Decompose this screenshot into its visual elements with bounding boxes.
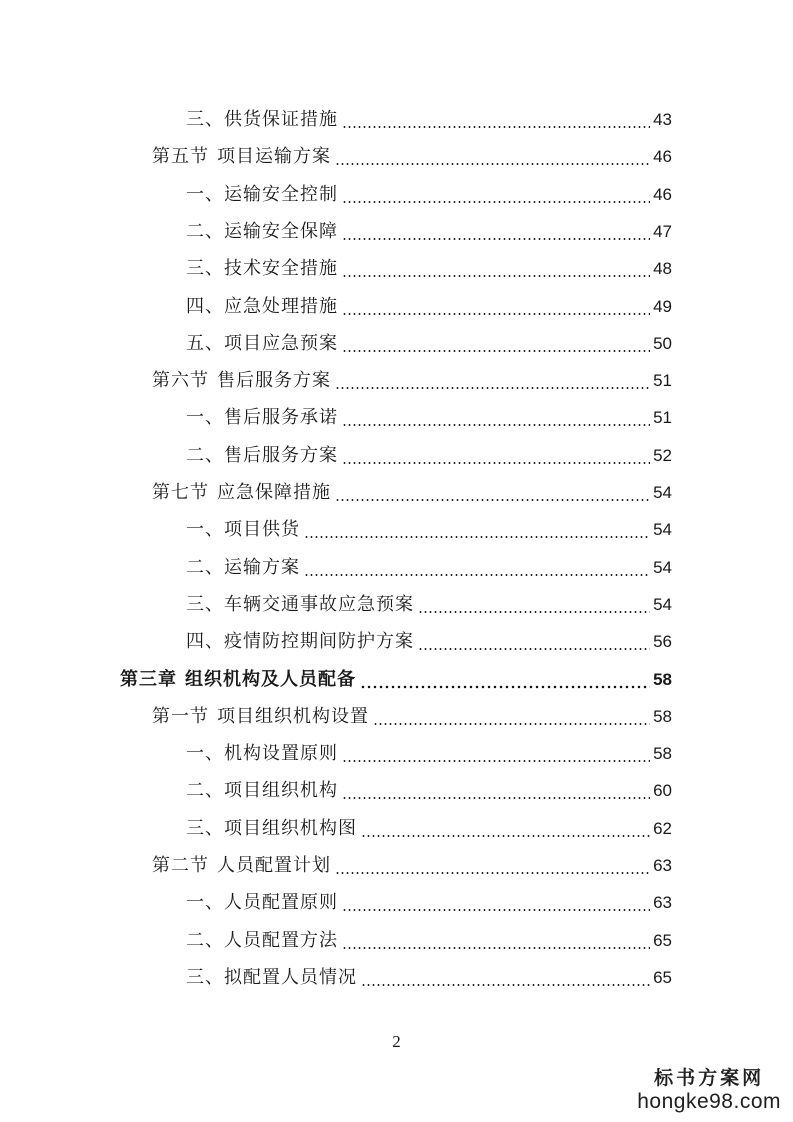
toc-page-number: 62 — [653, 818, 672, 838]
toc-leader-dots — [342, 930, 650, 952]
toc-item[interactable] — [186, 399, 672, 436]
toc-title: 四、应急处理措施 — [186, 295, 338, 317]
toc-item[interactable] — [186, 213, 672, 250]
toc-leader-dots — [342, 445, 650, 467]
toc-item[interactable] — [186, 884, 672, 921]
toc-leader-dots — [335, 482, 650, 504]
toc-item[interactable] — [186, 549, 672, 586]
toc-section[interactable] — [152, 474, 672, 511]
toc-title: 三、技术安全措施 — [186, 257, 338, 279]
toc-item[interactable] — [186, 810, 672, 847]
toc-leader-dots — [342, 296, 650, 318]
toc-label: 第六节 — [152, 369, 209, 391]
toc-page-number: 51 — [653, 370, 672, 390]
toc-title: 五、项目应急预案 — [186, 332, 338, 354]
toc-leader-dots — [304, 519, 650, 541]
toc-section[interactable] — [152, 698, 672, 735]
toc-title: 一、售后服务承诺 — [186, 406, 338, 428]
toc-page-number: 65 — [653, 967, 672, 987]
toc-page-number: 63 — [653, 855, 672, 875]
toc-item[interactable] — [186, 623, 672, 660]
toc-section[interactable] — [152, 847, 672, 884]
toc-title: 项目运输方案 — [217, 145, 331, 167]
toc-page-number: 46 — [653, 184, 672, 204]
toc-item[interactable] — [186, 325, 672, 362]
toc-leader-dots — [373, 706, 650, 728]
toc-leader-dots — [342, 407, 650, 429]
toc-title: 三、供货保证措施 — [186, 108, 338, 130]
toc-title: 售后服务方案 — [217, 369, 331, 391]
toc-title: 三、拟配置人员情况 — [186, 966, 357, 988]
toc-leader-dots — [335, 370, 650, 392]
toc-section[interactable] — [152, 138, 672, 175]
toc-page-number: 54 — [653, 482, 672, 502]
toc-leader-dots — [342, 333, 650, 355]
watermark-url: hongke98.com — [637, 1090, 781, 1113]
toc-title: 组织机构及人员配备 — [185, 668, 356, 690]
toc-item[interactable] — [186, 922, 672, 959]
site-watermark — [637, 1063, 781, 1114]
toc-page-number: 48 — [653, 258, 672, 278]
toc-page-number: 65 — [653, 930, 672, 950]
toc-title: 三、车辆交通事故应急预案 — [186, 593, 414, 615]
toc-title: 三、项目组织机构图 — [186, 817, 357, 839]
toc-title: 项目组织机构设置 — [217, 705, 369, 727]
toc-leader-dots — [342, 892, 650, 914]
toc-leader-dots — [304, 557, 650, 579]
toc-page-number: 56 — [653, 631, 672, 651]
toc-leader-dots — [360, 669, 650, 691]
toc-leader-dots — [418, 594, 650, 616]
page-number: 2 — [392, 1032, 401, 1051]
toc-leader-dots — [342, 780, 650, 802]
toc-page-number: 54 — [653, 557, 672, 577]
toc-item[interactable] — [186, 735, 672, 772]
toc-title: 人员配置计划 — [217, 854, 331, 876]
toc-page-number: 54 — [653, 594, 672, 614]
toc-title: 四、疫情防控期间防护方案 — [186, 630, 414, 652]
toc-page-number: 58 — [653, 669, 672, 689]
toc-title: 二、人员配置方法 — [186, 929, 338, 951]
toc-section[interactable] — [152, 362, 672, 399]
toc-page-number: 58 — [653, 743, 672, 763]
toc-item[interactable] — [186, 586, 672, 623]
toc-leader-dots — [335, 855, 650, 877]
toc-label: 第五节 — [152, 145, 209, 167]
toc-leader-dots — [342, 109, 650, 131]
toc-page-number: 52 — [653, 445, 672, 465]
toc-page-number: 51 — [653, 407, 672, 427]
toc-item[interactable] — [186, 288, 672, 325]
toc-item[interactable] — [186, 959, 672, 996]
toc-item[interactable] — [186, 437, 672, 474]
toc-item[interactable] — [186, 772, 672, 809]
toc-label: 第三章 — [120, 668, 177, 690]
toc-title: 二、售后服务方案 — [186, 444, 338, 466]
toc-page-number: 43 — [653, 109, 672, 129]
toc-leader-dots — [342, 221, 650, 243]
toc-item[interactable] — [186, 101, 672, 138]
toc-page-number: 63 — [653, 892, 672, 912]
toc-label: 第七节 — [152, 481, 209, 503]
toc-title: 一、人员配置原则 — [186, 891, 338, 913]
toc-item[interactable] — [186, 511, 672, 548]
toc-page-number: 46 — [653, 146, 672, 166]
toc-page-number: 60 — [653, 780, 672, 800]
toc-leader-dots — [361, 818, 650, 840]
toc-title: 二、运输安全保障 — [186, 220, 338, 242]
toc-title: 二、运输方案 — [186, 556, 300, 578]
toc-leader-dots — [418, 631, 650, 653]
toc-title: 应急保障措施 — [217, 481, 331, 503]
toc-page-number: 58 — [653, 706, 672, 726]
toc-leader-dots — [342, 258, 650, 280]
toc-page-number: 54 — [653, 519, 672, 539]
toc-page-number: 50 — [653, 333, 672, 353]
toc-chapter[interactable] — [120, 661, 672, 698]
toc-item[interactable] — [186, 250, 672, 287]
toc-leader-dots — [361, 967, 650, 989]
toc-page-number: 49 — [653, 296, 672, 316]
toc-page-number: 47 — [653, 221, 672, 241]
toc-label: 第一节 — [152, 705, 209, 727]
toc-title: 一、项目供货 — [186, 518, 300, 540]
toc-leader-dots — [342, 184, 650, 206]
toc-leader-dots — [335, 146, 650, 168]
watermark-cn: 标书方案网 — [654, 1067, 765, 1089]
toc-label: 第二节 — [152, 854, 209, 876]
toc-title: 一、机构设置原则 — [186, 742, 338, 764]
toc-title: 一、运输安全控制 — [186, 183, 338, 205]
toc-leader-dots — [342, 743, 650, 765]
toc-item[interactable] — [186, 176, 672, 213]
toc-title: 二、项目组织机构 — [186, 779, 338, 801]
